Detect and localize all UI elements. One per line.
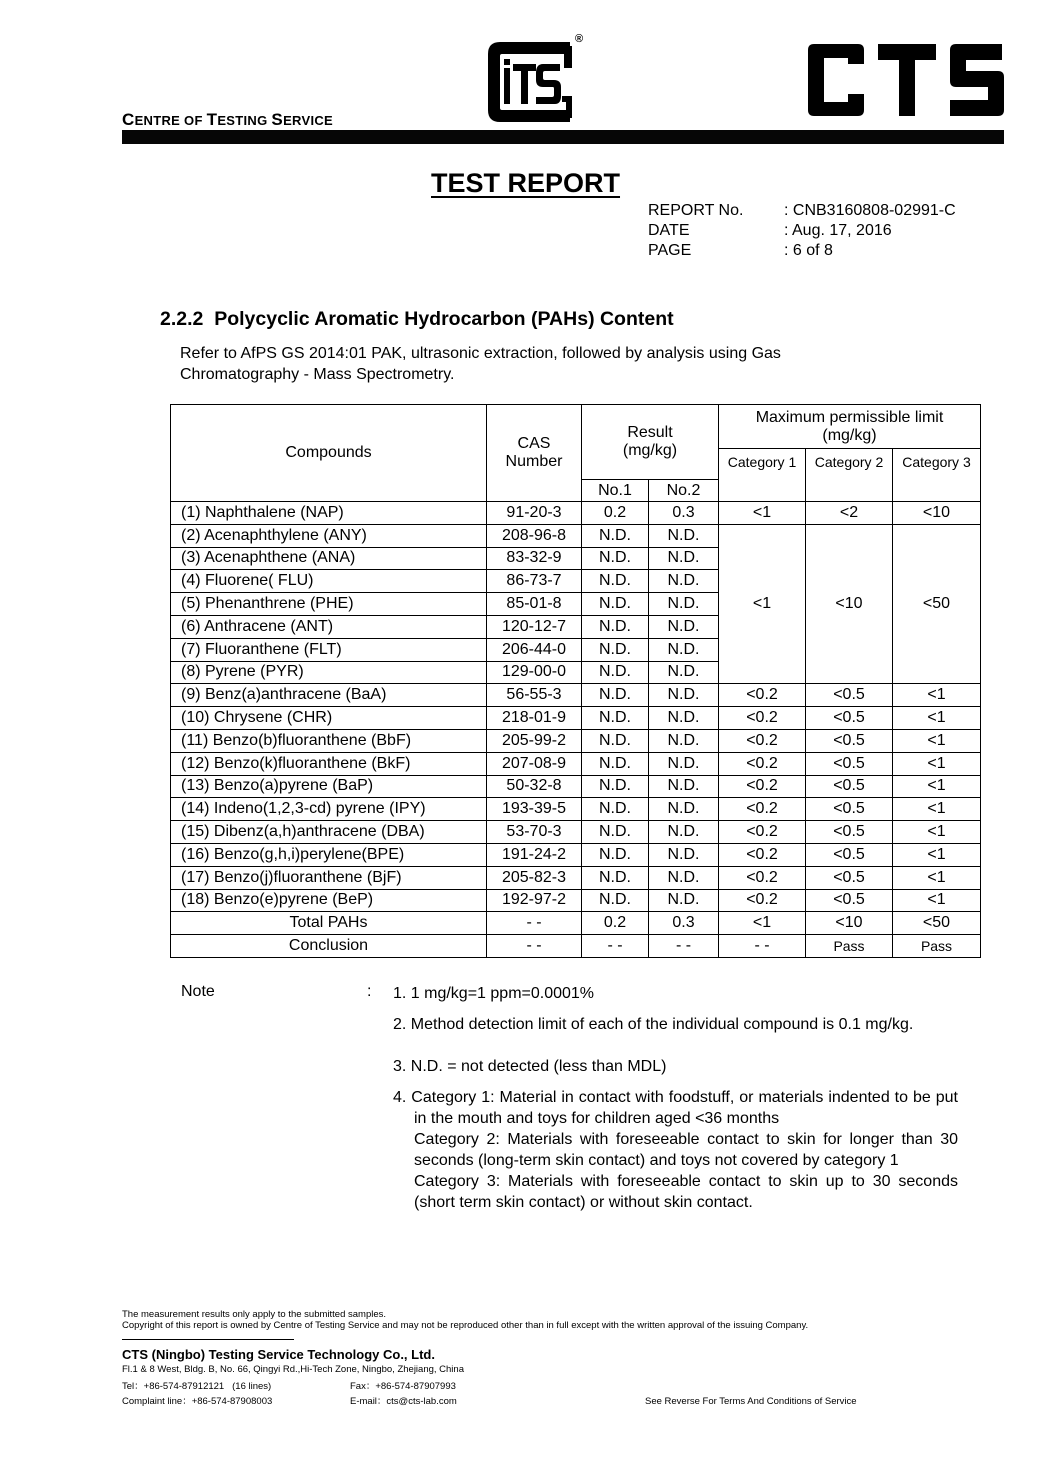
note-category-3: Category 3: Materials with foreseeable contact to skin up to 30 seconds (short term skin contact) or without skin contact. <box>414 1173 958 1211</box>
header-cat2-text: Category 2 <box>814 454 884 470</box>
conclusion-no2: - - <box>649 935 719 958</box>
limit-cat1: <0.2 <box>719 843 806 866</box>
compound-name: (4) Fluorene( FLU) <box>171 570 487 593</box>
footer-terms-note: See Reverse For Terms And Conditions of Service <box>645 1396 857 1407</box>
limit-cat3: <1 <box>893 707 981 730</box>
note-item-1: 1. 1 mg/kg=1 ppm=0.0001% <box>393 985 595 1002</box>
report-date-row <box>648 221 956 241</box>
conclusion-no1: - - <box>582 935 649 958</box>
result-no1: N.D. <box>582 798 649 821</box>
footer-divider <box>122 1339 294 1340</box>
total-row <box>171 912 981 935</box>
result-no2: N.D. <box>649 798 719 821</box>
note-category-2: Category 2: Materials with foreseeable contact to skin for longer than 30 seconds (long-term skin contact) and toys not covered by category 1 <box>414 1131 958 1169</box>
compound-name: (5) Phenanthrene (PHE) <box>171 593 487 616</box>
cas-number: 191-24-2 <box>487 843 582 866</box>
header-category-1 <box>719 449 806 502</box>
conclusion-cat1: - - <box>719 935 806 958</box>
limit-cat3: <1 <box>893 752 981 775</box>
note-colon: : <box>367 983 372 1000</box>
group-limit-cat2: <10 <box>806 524 893 684</box>
compound-name: (3) Acenaphthene (ANA) <box>171 547 487 570</box>
cas-number: 91-20-3 <box>487 502 582 525</box>
meta-label: PAGE <box>648 242 692 259</box>
brand-letter: S <box>271 110 284 129</box>
limit-cat1: <0.2 <box>719 889 806 912</box>
result-no2: N.D. <box>649 524 719 547</box>
result-no1: N.D. <box>582 752 649 775</box>
compound-name: (7) Fluoranthene (FLT) <box>171 638 487 661</box>
page-title: TEST REPORT <box>431 168 621 198</box>
group-limit-cat1: <1 <box>719 524 806 684</box>
brand-text: ERVICE <box>283 113 334 128</box>
footer-address: Fl.1 & 8 West, Bldg. B, No. 66, Qingyi Rd.,Hi-Tech Zone, Ningbo, Zhejiang, China <box>122 1364 464 1375</box>
compound-name: (17) Benzo(j)fluoranthene (BjF) <box>171 866 487 889</box>
limit-cat1: <0.2 <box>719 821 806 844</box>
brand-text: ESTING <box>217 113 272 128</box>
cas-number: 50-32-8 <box>487 775 582 798</box>
brand-name <box>122 110 333 130</box>
cas-number: 83-32-9 <box>487 547 582 570</box>
limit-cat3: <1 <box>893 775 981 798</box>
limit-cat2: <0.5 <box>806 707 893 730</box>
table-row <box>171 798 981 821</box>
result-no1: N.D. <box>582 866 649 889</box>
cts-wordmark-logo <box>806 44 1006 116</box>
header-compounds: Compounds <box>171 405 487 502</box>
conclusion-cat2: Pass <box>806 935 893 958</box>
report-number-value: : CNB3160808-02991-C <box>784 202 956 219</box>
meta-label: REPORT No. <box>648 202 744 219</box>
table-row <box>171 821 981 844</box>
result-no1: 0.2 <box>582 502 649 525</box>
limit-cat1: <0.2 <box>719 707 806 730</box>
result-no1: N.D. <box>582 729 649 752</box>
cas-number: 205-99-2 <box>487 729 582 752</box>
total-cat3: <50 <box>893 912 981 935</box>
group-limit-cat3: <50 <box>893 524 981 684</box>
report-meta <box>648 201 956 261</box>
header-divider-bar <box>122 130 1004 144</box>
conclusion-cas: - - <box>487 935 582 958</box>
total-cat2: <10 <box>806 912 893 935</box>
cas-number: 218-01-9 <box>487 707 582 730</box>
result-no1: N.D. <box>582 821 649 844</box>
footer-company-name: CTS (Ningbo) Testing Service Technology Co., Ltd. <box>122 1347 435 1362</box>
compound-name: (13) Benzo(a)pyrene (BaP) <box>171 775 487 798</box>
brand-letter: T <box>206 110 218 129</box>
footer-disclaimer: The measurement results only apply to the submitted samples. <box>122 1309 387 1320</box>
limit-cat2: <0.5 <box>806 775 893 798</box>
result-no1: N.D. <box>582 638 649 661</box>
result-no2: N.D. <box>649 821 719 844</box>
limit-cat3: <1 <box>893 798 981 821</box>
limit-cat2: <2 <box>806 502 893 525</box>
limit-cat2: <0.5 <box>806 866 893 889</box>
table-row <box>171 684 981 707</box>
header-cat3-text: Category 3 <box>902 454 971 470</box>
table-row <box>171 502 981 525</box>
compound-name: (18) Benzo(e)pyrene (BeP) <box>171 889 487 912</box>
header-cat1-text: Category 1 <box>727 454 797 470</box>
table-row <box>171 752 981 775</box>
note-label: Note <box>181 983 215 1000</box>
cas-number: 207-08-9 <box>487 752 582 775</box>
table-row <box>171 866 981 889</box>
section-title: 2.2.2 Polycyclic Aromatic Hydrocarbon (PAHs) Content <box>160 308 674 330</box>
table-row <box>171 707 981 730</box>
cas-number: 120-12-7 <box>487 615 582 638</box>
compound-name: (2) Acenaphthylene (ANY) <box>171 524 487 547</box>
its-logo-icon <box>486 40 578 124</box>
cas-number: 56-55-3 <box>487 684 582 707</box>
result-no2: N.D. <box>649 775 719 798</box>
limit-cat3: <10 <box>893 502 981 525</box>
footer-fax: Fax：+86-574-87907993 <box>350 1381 456 1392</box>
total-no1: 0.2 <box>582 912 649 935</box>
header-category-3 <box>893 449 981 502</box>
compound-name: (8) Pyrene (PYR) <box>171 661 487 684</box>
compound-name: (16) Benzo(g,h,i)perylene(BPE) <box>171 843 487 866</box>
compound-name: (15) Dibenz(a,h)anthracene (DBA) <box>171 821 487 844</box>
limit-cat3: <1 <box>893 729 981 752</box>
result-no1: N.D. <box>582 889 649 912</box>
result-no1: N.D. <box>582 570 649 593</box>
cas-number: 85-01-8 <box>487 593 582 616</box>
cas-number: 193-39-5 <box>487 798 582 821</box>
conclusion-row <box>171 935 981 958</box>
note-item-2: 2. Method detection limit of each of the individual compound is 0.1 mg/kg. <box>393 1016 914 1033</box>
limit-cat3: <1 <box>893 821 981 844</box>
result-no2: N.D. <box>649 707 719 730</box>
header-sample-no2: No.2 <box>649 480 719 502</box>
header-result <box>582 405 719 480</box>
limit-cat2: <0.5 <box>806 752 893 775</box>
result-no2: N.D. <box>649 752 719 775</box>
cas-number: 208-96-8 <box>487 524 582 547</box>
report-page-value: : 6 of 8 <box>784 242 833 259</box>
total-no2: 0.3 <box>649 912 719 935</box>
result-no1: N.D. <box>582 615 649 638</box>
note-category-1: 4. Category 1: Material in contact with foodstuff, or materials indented to be put in the mouth and toys for children aged <36 months <box>393 1089 958 1127</box>
cas-number: 53-70-3 <box>487 821 582 844</box>
limit-cat1: <0.2 <box>719 729 806 752</box>
cas-number: 86-73-7 <box>487 570 582 593</box>
limit-cat3: <1 <box>893 889 981 912</box>
limit-cat1: <0.2 <box>719 684 806 707</box>
result-no2: N.D. <box>649 866 719 889</box>
compound-name: (14) Indeno(1,2,3-cd) pyrene (IPY) <box>171 798 487 821</box>
result-no2: N.D. <box>649 570 719 593</box>
compound-name: (11) Benzo(b)fluoranthene (BbF) <box>171 729 487 752</box>
limit-cat2: <0.5 <box>806 729 893 752</box>
cas-number: 192-97-2 <box>487 889 582 912</box>
header-limit-text: Maximum permissible limit (mg/kg) <box>755 408 944 444</box>
header-result-text: Result (mg/kg) <box>622 424 678 459</box>
result-no2: N.D. <box>649 638 719 661</box>
limit-cat3: <1 <box>893 866 981 889</box>
section-description: Refer to AfPS GS 2014:01 PAK, ultrasonic extraction, followed by analysis using Gas Chromatography - Mass Spectrometry. <box>180 345 781 383</box>
result-no1: N.D. <box>582 547 649 570</box>
limit-cat1: <0.2 <box>719 752 806 775</box>
note-item-3: 3. N.D. = not detected (less than MDL) <box>393 1058 667 1075</box>
table-row <box>171 729 981 752</box>
result-no2: N.D. <box>649 547 719 570</box>
cas-number: 205-82-3 <box>487 866 582 889</box>
report-date-value: : Aug. 17, 2016 <box>784 222 892 239</box>
pah-results-table <box>170 404 981 958</box>
compound-name: (1) Naphthalene (NAP) <box>171 502 487 525</box>
result-no2: N.D. <box>649 615 719 638</box>
meta-label: DATE <box>648 222 690 239</box>
result-no2: N.D. <box>649 889 719 912</box>
result-no1: N.D. <box>582 707 649 730</box>
compound-name: (6) Anthracene (ANT) <box>171 615 487 638</box>
table-row <box>171 775 981 798</box>
limit-cat2: <0.5 <box>806 843 893 866</box>
result-no2: N.D. <box>649 843 719 866</box>
result-no2: N.D. <box>649 593 719 616</box>
brand-text: ENTRE OF <box>134 113 207 128</box>
report-number-row <box>648 201 956 221</box>
limit-cat3: <1 <box>893 843 981 866</box>
compound-name: (10) Chrysene (CHR) <box>171 707 487 730</box>
footer-copyright: Copyright of this report is owned by Centre of Testing Service and may not be reproduced other than in full except with the written approval of the issuing Company. <box>122 1320 809 1331</box>
table-row <box>171 524 981 547</box>
table-row <box>171 889 981 912</box>
limit-cat1: <0.2 <box>719 775 806 798</box>
limit-cat2: <0.5 <box>806 684 893 707</box>
limit-cat3: <1 <box>893 684 981 707</box>
result-no1: N.D. <box>582 661 649 684</box>
brand-letter: C <box>122 110 135 129</box>
cas-number: 206-44-0 <box>487 638 582 661</box>
limit-cat2: <0.5 <box>806 798 893 821</box>
header-cas-number <box>487 405 582 502</box>
result-no1: N.D. <box>582 524 649 547</box>
total-label: Total PAHs <box>171 912 487 935</box>
header-category-2 <box>806 449 893 502</box>
result-no2: N.D. <box>649 729 719 752</box>
result-no2: 0.3 <box>649 502 719 525</box>
limit-cat2: <0.5 <box>806 889 893 912</box>
footer-email: E-mail：cts@cts-lab.com <box>350 1396 457 1407</box>
conclusion-label: Conclusion <box>171 935 487 958</box>
footer-complaint-line: Complaint line：+86-574-87908003 <box>122 1396 273 1407</box>
note-item-4 <box>393 1087 958 1213</box>
compound-name: (9) Benz(a)anthracene (BaA) <box>171 684 487 707</box>
result-no1: N.D. <box>582 843 649 866</box>
result-no1: N.D. <box>582 593 649 616</box>
result-no1: N.D. <box>582 775 649 798</box>
header-cas-text: CAS Number <box>505 435 563 470</box>
result-no2: N.D. <box>649 661 719 684</box>
header-max-limit <box>719 405 981 449</box>
total-cas: - - <box>487 912 582 935</box>
result-no1: N.D. <box>582 684 649 707</box>
cas-number: 129-00-0 <box>487 661 582 684</box>
conclusion-cat3: Pass <box>893 935 981 958</box>
table-row <box>171 843 981 866</box>
limit-cat2: <0.5 <box>806 821 893 844</box>
limit-cat1: <0.2 <box>719 798 806 821</box>
total-cat1: <1 <box>719 912 806 935</box>
result-no2: N.D. <box>649 684 719 707</box>
limit-cat1: <1 <box>719 502 806 525</box>
header-sample-no1: No.1 <box>582 480 649 502</box>
registered-mark: ® <box>575 33 584 45</box>
footer-telephone: Tel：+86-574-87912121 (16 lines) <box>122 1381 272 1392</box>
limit-cat1: <0.2 <box>719 866 806 889</box>
report-page-row <box>648 241 956 261</box>
compound-name: (12) Benzo(k)fluoranthene (BkF) <box>171 752 487 775</box>
